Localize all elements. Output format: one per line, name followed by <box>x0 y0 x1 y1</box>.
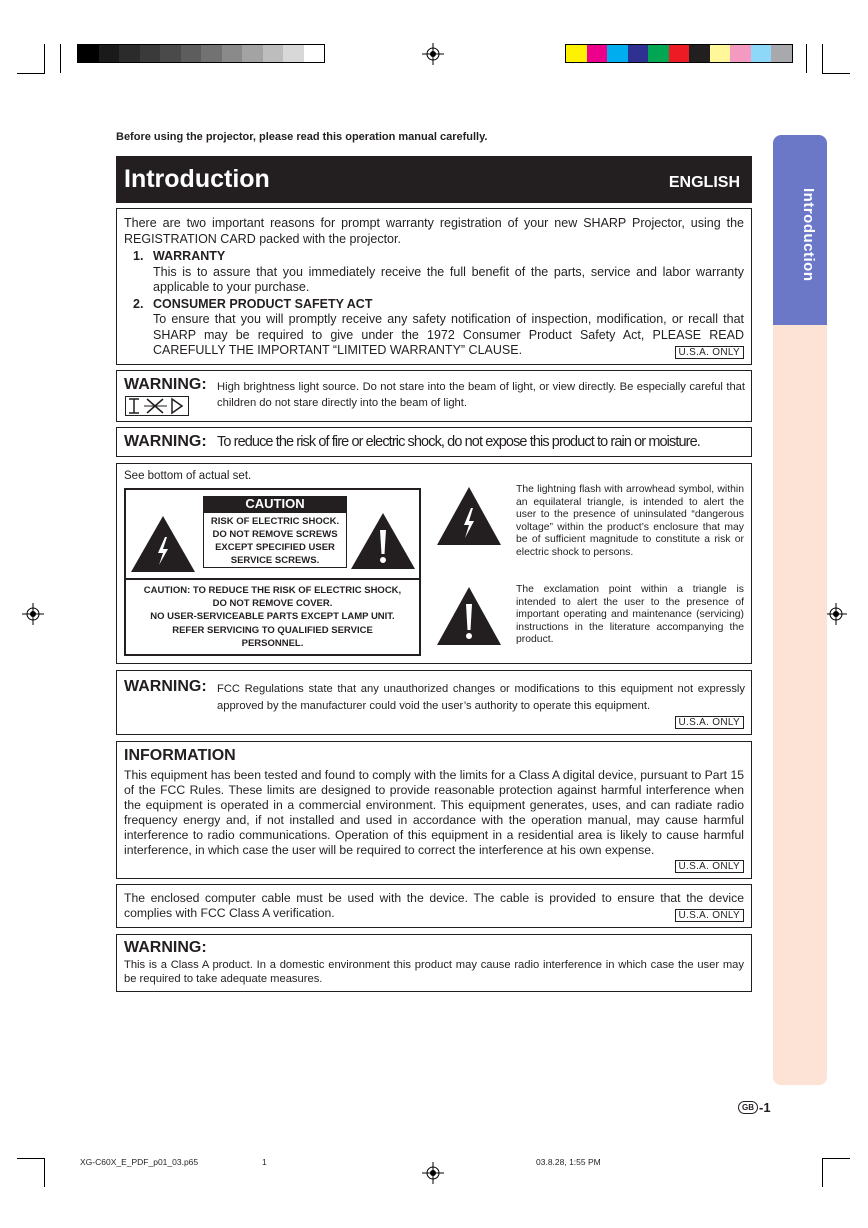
exclamation-warning-icon <box>436 586 502 646</box>
color-swatch <box>201 45 222 62</box>
color-swatch <box>242 45 263 62</box>
registration-mark-icon <box>22 603 44 625</box>
color-swatch <box>99 45 120 62</box>
caution-line: PERSONNEL. <box>241 637 304 649</box>
exclamation-warning-icon <box>350 512 416 570</box>
footer-date: 03.8.28, 1:55 PM <box>536 1157 601 1167</box>
footer-page: 1 <box>262 1157 267 1167</box>
caution-text <box>203 512 347 568</box>
color-swatch <box>669 45 690 62</box>
list-item <box>124 249 744 296</box>
color-swatch <box>771 45 792 62</box>
laser-hazard-icon <box>125 396 189 416</box>
color-swatch <box>566 45 587 62</box>
side-tab-active-section <box>773 135 827 325</box>
side-tab-label: Introduction <box>800 188 817 282</box>
caution-line: DO NOT REMOVE COVER. <box>212 598 333 610</box>
language-label: ENGLISH <box>668 173 740 191</box>
warning-fcc-box <box>116 670 752 735</box>
caution-label-panel <box>124 488 421 656</box>
caution-line: CAUTION: TO REDUCE THE RISK OF ELECTRIC SHOCK, <box>143 585 402 596</box>
warning-label: WARNING: <box>124 433 207 450</box>
lightning-symbol-text: The lightning flash with arrowhead symbol, within an equilateral triangle, is intended to alert the user to the presence of uninsulated “dangerous voltage” within the product’s enclosure that may be of sufficient magnitude to constitute a risk or electric shock to persons. <box>516 484 744 558</box>
electric-shock-warning-icon <box>436 486 502 546</box>
color-swatch <box>587 45 608 62</box>
page-number <box>738 1100 771 1115</box>
region-badge: U.S.A. ONLY <box>675 909 744 922</box>
color-swatch <box>78 45 99 62</box>
warning-text: FCC Regulations state that any unauthorized changes or modifications to this equipment not expressly approved by the manufacturer could void the user’s authority to operate this equipment. <box>217 683 745 712</box>
caution-line: NO USER-SERVICEABLE PARTS EXCEPT LAMP UNIT. <box>150 611 395 623</box>
registration-intro: There are two important reasons for prompt warranty registration of your new SHARP Projector, using the REGISTRATION CARD packed with the projector. <box>124 216 744 246</box>
registration-box <box>116 208 752 365</box>
list-item-title: WARRANTY <box>153 249 226 263</box>
footer-file-name: XG-C60X_E_PDF_p01_03.p65 <box>80 1157 199 1167</box>
color-swatch <box>648 45 669 62</box>
color-swatch <box>710 45 731 62</box>
warning-label: WARNING: <box>124 939 207 956</box>
registration-mark-icon <box>422 1162 444 1184</box>
cable-note-text: The enclosed computer cable must be used with the device. The cable is provided to ensure that the device complies with FCC Class A verification. <box>124 891 744 920</box>
caution-line: RISK OF ELECTRIC SHOCK. <box>210 516 340 527</box>
information-text: This equipment has been tested and found to comply with the limits for a Class A digital device, pursuant to Part 15 of the FCC Rules. These limits are designed to provide reasonable protection against harmful interference when the equipment is operated in a commercial environment. This equipment generates, uses, and can radiate radio frequency energy and, if not installed and used in accordance with the operation manual, may cause harmful interference to radio communications. Operation of this equipment in a residential area is likely to cause harmful interference, in which case the user will be required to correct the interference at his own expense. <box>124 768 744 857</box>
grayscale-color-bar <box>77 44 325 63</box>
color-swatch <box>140 45 161 62</box>
information-box <box>116 741 752 879</box>
warning-label: WARNING: <box>124 678 207 695</box>
warning-text: To reduce the risk of fire or electric shock, do not expose this product to rain or moisture. <box>217 434 700 450</box>
caution-bottom-text <box>130 584 415 650</box>
region-badge: U.S.A. ONLY <box>675 716 744 729</box>
caution-title: CAUTION <box>203 496 347 512</box>
warning-class-a-box <box>116 934 752 992</box>
warning-fire-box <box>116 427 752 457</box>
color-swatch <box>181 45 202 62</box>
list-number: 2. <box>133 296 144 311</box>
information-title: INFORMATION <box>124 747 236 764</box>
color-swatch <box>222 45 243 62</box>
caution-line: DO NOT REMOVE SCREWS <box>212 529 338 540</box>
page-number-suffix: -1 <box>759 1100 771 1115</box>
color-swatch <box>689 45 710 62</box>
color-swatch <box>283 45 304 62</box>
electric-shock-warning-icon <box>130 515 196 573</box>
list-item-title: CONSUMER PRODUCT SAFETY ACT <box>153 296 373 311</box>
color-swatch <box>263 45 284 62</box>
caution-line: EXCEPT SPECIFIED USER <box>215 542 335 553</box>
warning-text: This is a Class A product. In a domestic environment this product may cause radio interference in which case the user may be required to take adequate measures. <box>124 959 744 985</box>
process-color-bar <box>565 44 793 63</box>
color-swatch <box>607 45 628 62</box>
caution-line: SERVICE SCREWS. <box>230 555 320 566</box>
region-badge: U.S.A. ONLY <box>675 346 744 359</box>
color-swatch <box>628 45 649 62</box>
warning-light-box <box>116 370 752 422</box>
page-header <box>116 156 752 203</box>
caution-divider <box>126 578 419 580</box>
color-swatch <box>751 45 772 62</box>
registration-mark-icon <box>422 43 444 65</box>
registration-mark-icon <box>825 603 847 625</box>
warning-label: WARNING: <box>124 376 207 393</box>
list-number: 1. <box>133 249 144 263</box>
exclamation-symbol-text: The exclamation point within a triangle is intended to alert the user to the presence of important operating and maintenance (servicing) instructions in the literature accompanying the product. <box>516 584 744 645</box>
gb-badge: GB <box>738 1101 758 1114</box>
caution-note: See bottom of actual set. <box>124 470 252 482</box>
color-swatch <box>119 45 140 62</box>
page-title: Introduction <box>124 165 270 193</box>
warning-text: High brightness light source. Do not stare into the beam of light, or view directly. Be especially careful that children do not stare directly into the beam of light. <box>217 381 745 409</box>
region-badge: U.S.A. ONLY <box>675 860 744 873</box>
list-item-text: To ensure that you will promptly receive any safety notification of inspection, modification, or recall that SHARP may be required to give under the 1972 Consumer Product Safety Act, PLEASE READ CAREFULLY THE IMPORTANT “LIMITED WARRANTY” CLAUSE. <box>153 312 744 357</box>
color-swatch <box>730 45 751 62</box>
list-item-text: This is to assure that you immediately receive the full benefit of the parts, service and labor warranty applicable to your purchase. <box>153 264 744 294</box>
cable-note-box <box>116 884 752 928</box>
color-swatch <box>304 45 325 62</box>
preface-note: Before using the projector, please read this operation manual carefully. <box>116 131 488 143</box>
caution-line: REFER SERVICING TO QUALIFIED SERVICE <box>172 624 373 636</box>
color-swatch <box>160 45 181 62</box>
side-tab[interactable] <box>773 135 827 1085</box>
list-item <box>124 297 744 359</box>
